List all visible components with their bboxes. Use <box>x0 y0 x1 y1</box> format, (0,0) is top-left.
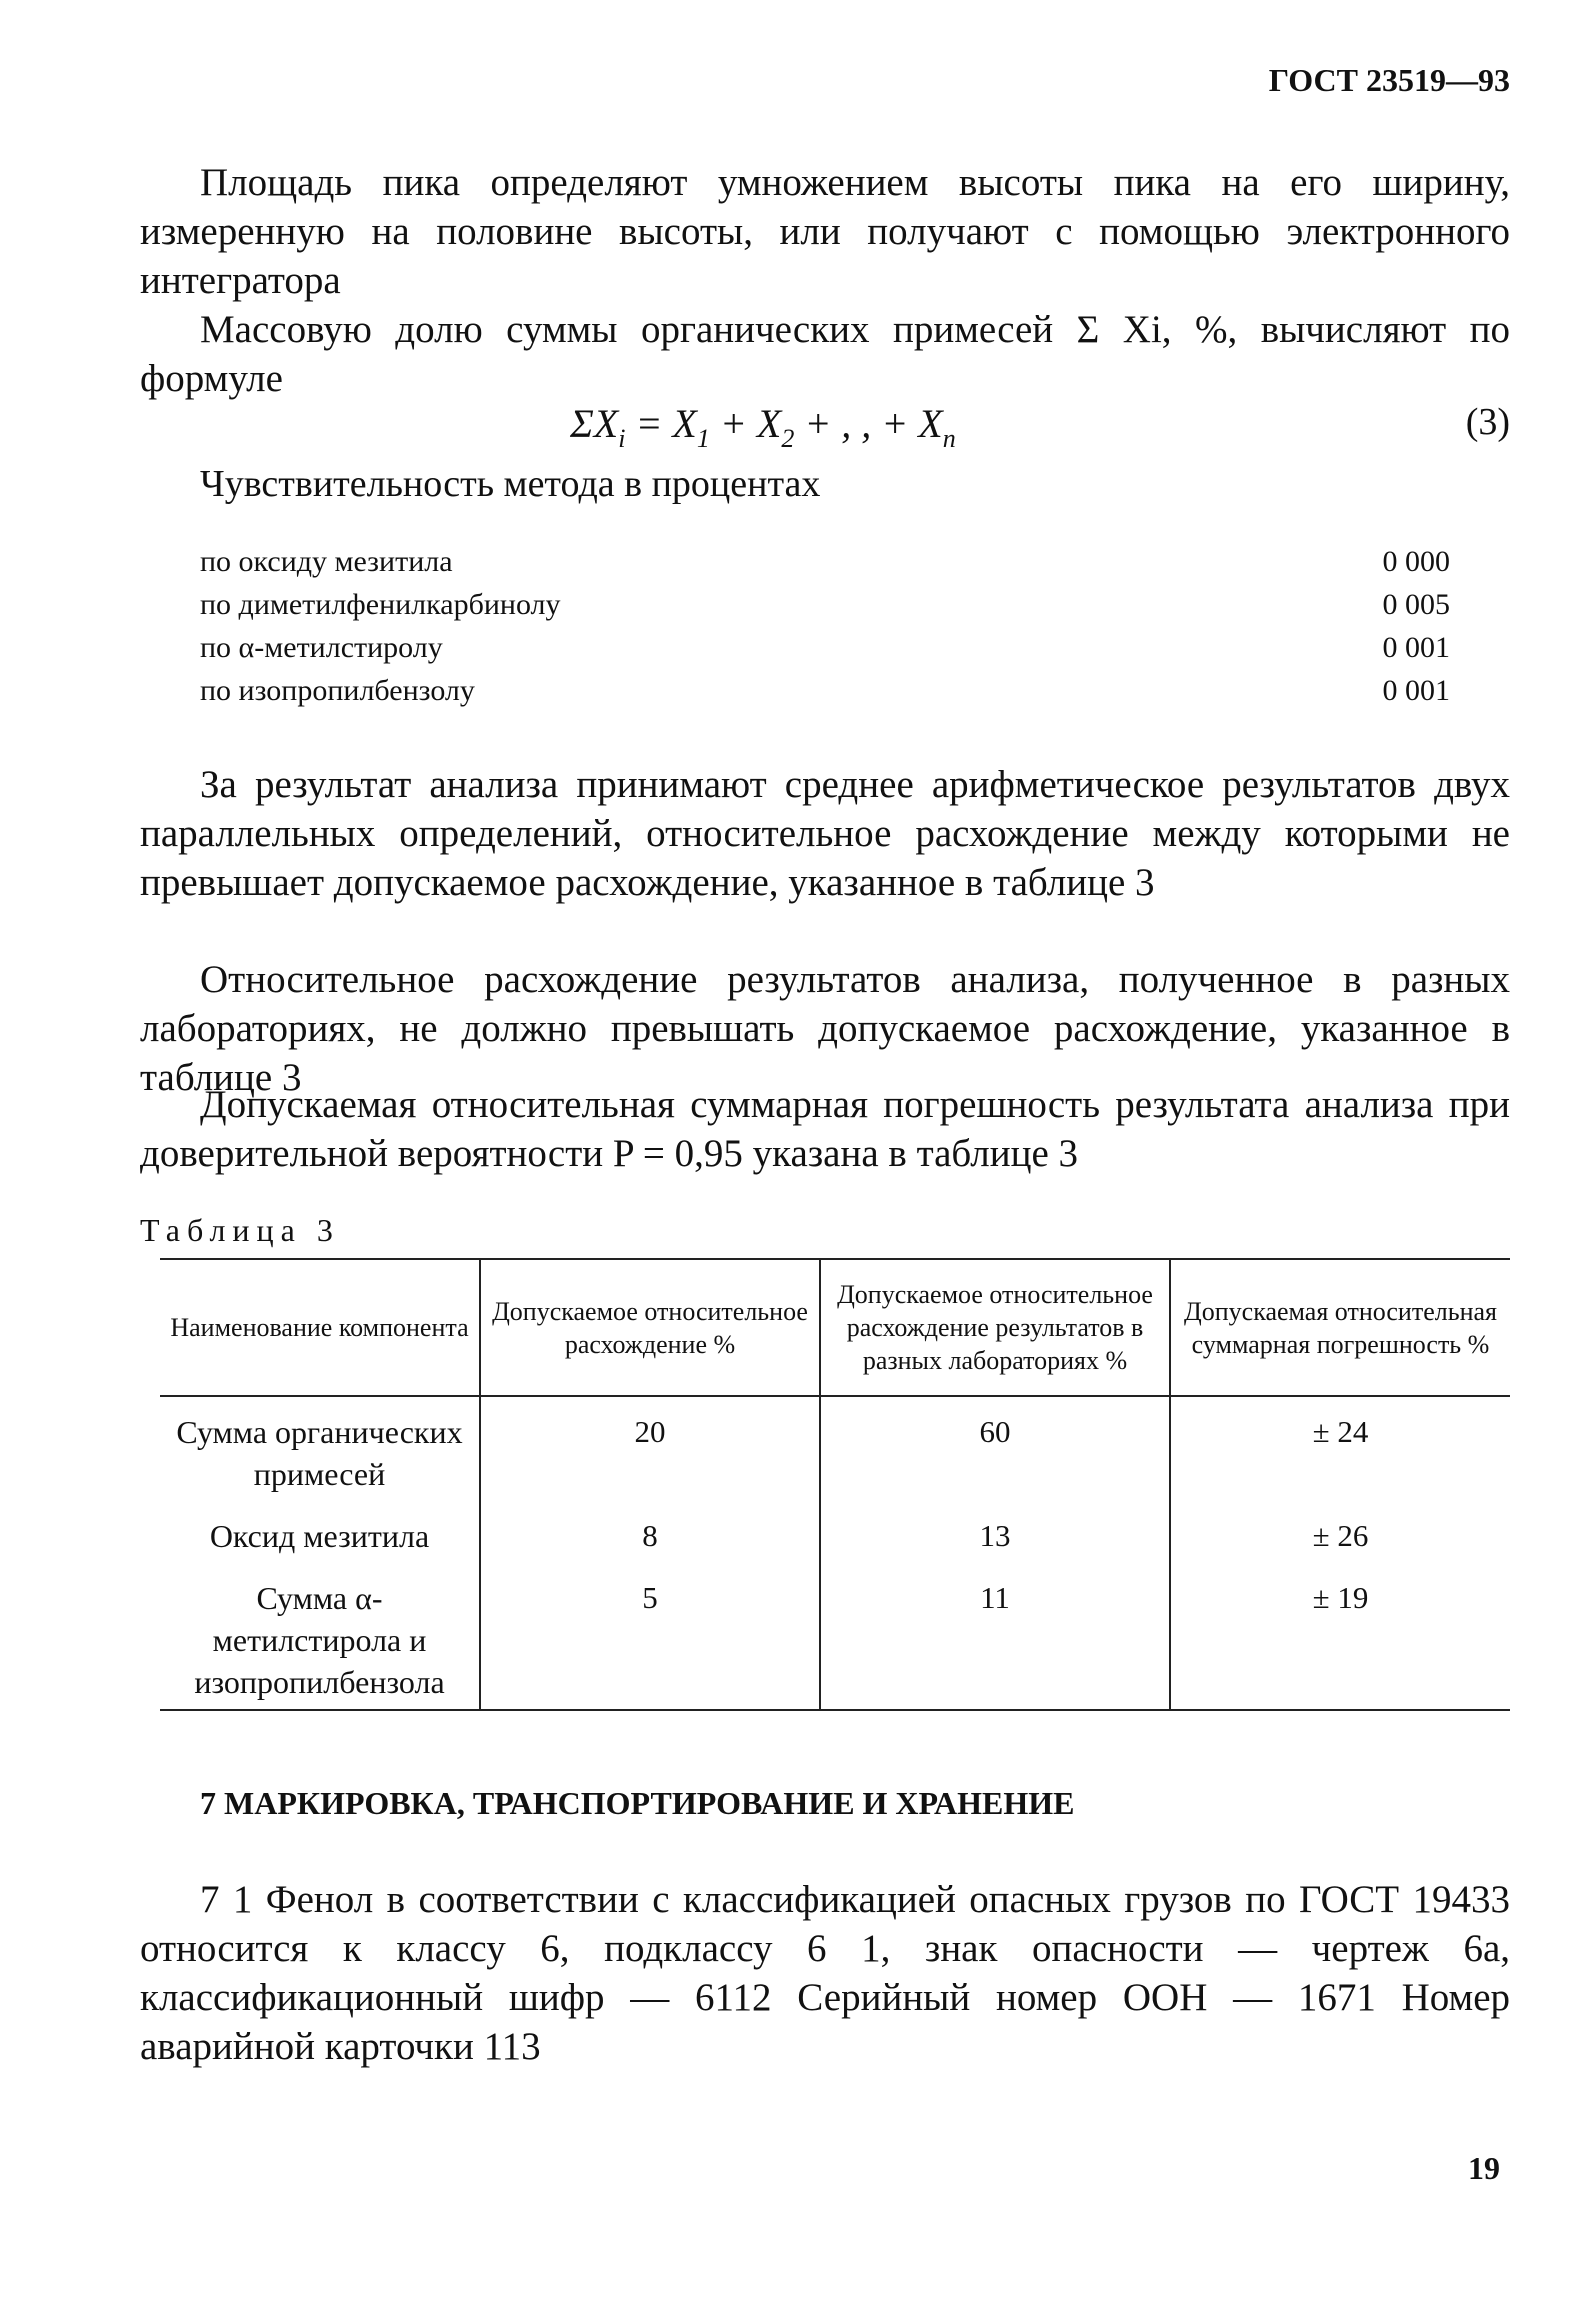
table-3 <box>160 1258 1510 1711</box>
formula-sub: n <box>942 424 956 453</box>
page-number: 19 <box>1468 2150 1500 2186</box>
sensitivity-label: по α-метилстиролу <box>200 631 443 664</box>
formula-sub: 1 <box>696 424 710 453</box>
sensitivity-row <box>200 588 1450 631</box>
table-cell: ± 24 <box>1170 1396 1510 1501</box>
sensitivity-label: по изопропилбензолу <box>200 674 475 707</box>
sensitivity-value: 0 001 <box>1382 674 1450 707</box>
table-cell: 13 <box>820 1501 1170 1563</box>
formula-number: (3) <box>1465 401 1510 443</box>
formula-sub: 2 <box>781 424 795 453</box>
table-cell: 5 <box>480 1563 820 1710</box>
table-row <box>160 1396 1510 1501</box>
sensitivity-value: 0 000 <box>1382 545 1450 578</box>
table-row <box>160 1563 1510 1710</box>
table-cell: 60 <box>820 1396 1170 1501</box>
formula-lhs-sub: i <box>618 424 626 453</box>
paragraph-marking: 7 1 Фенол в соответствии с классификацией опасных грузов по ГОСТ 19433 относится к классу 6, подклассу 6 1, знак опасности — чертеж 6а, классификационный шифр — 6112 Серийный номер ООН — 1671 Номер аварийной карточки 113 <box>140 1878 1510 2068</box>
table-row <box>160 1501 1510 1563</box>
sensitivity-list <box>200 545 1450 717</box>
table-header: Допускаемое относительное расхождение % <box>480 1259 820 1396</box>
table-cell: 8 <box>480 1501 820 1563</box>
table-header: Наименование компонента <box>160 1259 480 1396</box>
table-cell: Оксид мезитила <box>209 1518 430 1554</box>
paragraph-error: Допускаемая относительная суммарная погрешность результата анализа при доверительной вероятности P = 0,95 указана в таблице 3 <box>140 1083 1510 1175</box>
sensitivity-value: 0 005 <box>1382 588 1450 621</box>
formula <box>570 400 956 454</box>
table-header-row <box>160 1259 1510 1396</box>
table-header: Допускаемое относительное расхождение результатов в разных лабораториях % <box>820 1259 1170 1396</box>
table-cell: 11 <box>820 1563 1170 1710</box>
formula-lhs: ΣX <box>570 401 619 446</box>
sensitivity-label: по оксиду мезитила <box>200 545 453 578</box>
table-caption: Таблица 3 <box>140 1212 340 1248</box>
paragraph-result: За результат анализа принимают среднее арифметическое результатов двух параллельных определений, относительное расхождение между которыми не превышает допускаемое расхождение, указанное в таблице 3 <box>140 763 1510 904</box>
table-cell: 20 <box>480 1396 820 1501</box>
sensitivity-title: Чувствительность метода в процентах <box>200 463 821 505</box>
sensitivity-row <box>200 545 1450 588</box>
section-title: 7 МАРКИРОВКА, ТРАНСПОРТИРОВАНИЕ И ХРАНЕНИЕ <box>200 1785 1075 1821</box>
sensitivity-label: по диметилфенилкарбинолу <box>200 588 561 621</box>
formula-term: = X <box>625 401 697 446</box>
sensitivity-row <box>200 631 1450 674</box>
table-cell: ± 26 <box>1170 1501 1510 1563</box>
paragraph-peak-area: Площадь пика определяют умножением высоты пика на его ширину, измеренную на половине высоты, или получают с помощью электронного интегратора <box>140 161 1510 302</box>
sensitivity-row <box>200 674 1450 717</box>
formula-term: + X <box>709 401 782 446</box>
paragraph-mass-fraction: Массовую долю суммы органических примесей Σ Xi, %, вычисляют по формуле <box>140 308 1510 400</box>
table-cell: ± 19 <box>1170 1563 1510 1710</box>
table-header: Допускаемая относительная суммарная погрешность % <box>1170 1259 1510 1396</box>
table-cell: Сумма органических примесей <box>176 1414 463 1492</box>
paragraph-interlab: Относительное расхождение результатов анализа, полученное в разных лабораториях, не должно превышать допускаемое расхождение, указанное в таблице 3 <box>140 958 1510 1099</box>
sensitivity-value: 0 001 <box>1382 631 1450 664</box>
document-header: ГОСТ 23519—93 <box>1268 62 1510 98</box>
table-cell: Сумма α-метилстирола и изопропилбензола <box>160 1563 480 1710</box>
formula-term: + , , + X <box>794 401 943 446</box>
